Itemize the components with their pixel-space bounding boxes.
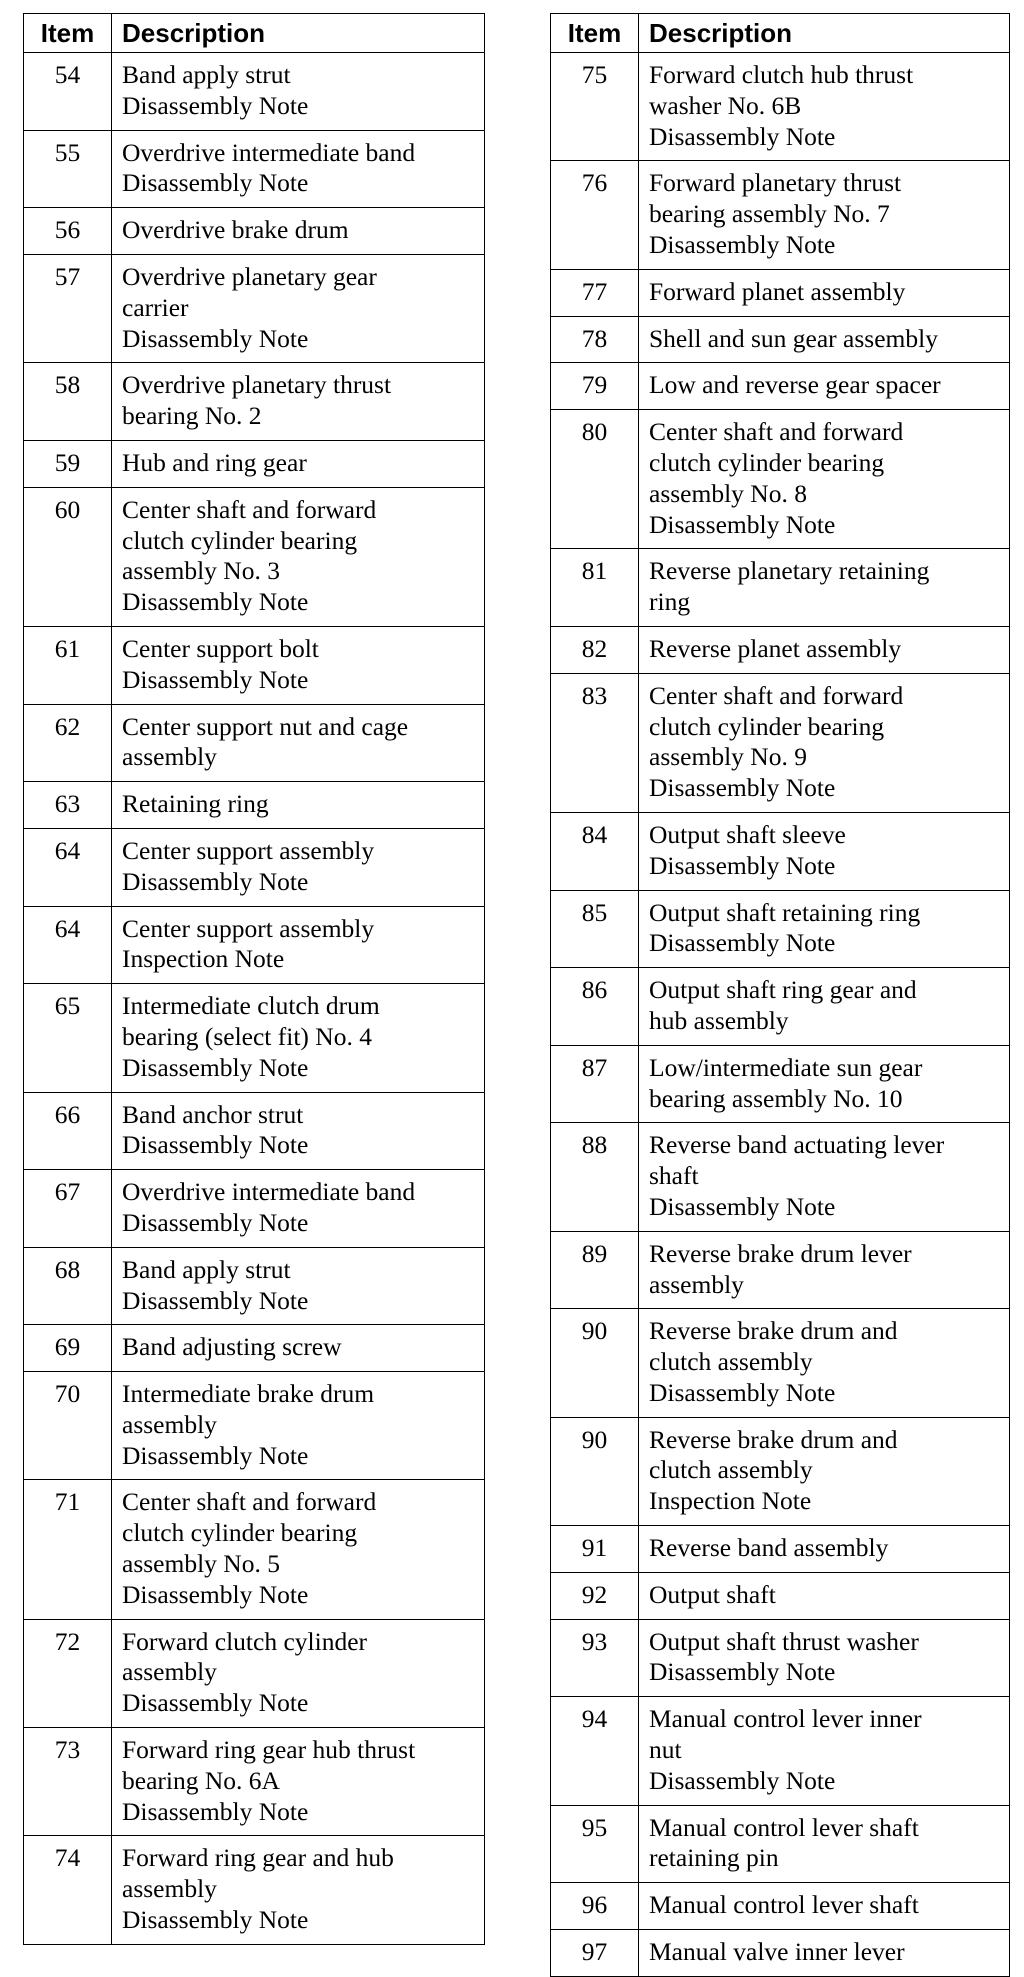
item-description [639,1572,1010,1619]
item-number: 70 [24,1372,112,1480]
description-line: Shell and sun gear assembly [649,323,938,353]
description-line: Forward ring gear hub thrust [122,1735,416,1765]
item-description [112,1325,485,1372]
description-line: Disassembly Note [649,773,836,803]
table-row [551,1123,1010,1231]
item-description [112,363,485,441]
item-description [639,1619,1010,1697]
item-number: 77 [551,269,639,316]
item-number: 81 [551,549,639,627]
item-description [639,1231,1010,1309]
item-description [112,828,485,906]
description-line: Disassembly Note [122,587,309,617]
item-description [639,53,1010,161]
description-line: Center support nut and cage [122,711,409,741]
table-row [24,130,485,208]
table-row [551,549,1010,627]
item-number: 87 [551,1045,639,1123]
parts-table-left [23,13,485,1945]
table-row [551,1309,1010,1417]
item-number: 56 [24,208,112,255]
item-description [639,812,1010,890]
item-description [112,1092,485,1170]
description-line: Output shaft retaining ring [649,897,921,927]
item-number: 68 [24,1247,112,1325]
table-row [551,53,1010,161]
description-line: Forward planetary thrust [649,168,902,198]
item-description [639,316,1010,363]
description-line: Center shaft and forward [649,417,904,447]
item-description [639,1045,1010,1123]
description-line: Disassembly Note [649,850,836,880]
description-line: Center support assembly [122,913,375,943]
table-row [551,1526,1010,1573]
table-row [24,782,485,829]
item-number: 82 [551,626,639,673]
table-row [24,208,485,255]
column-header-description: Description [112,14,485,53]
item-number: 57 [24,254,112,362]
description-line: Forward clutch hub thrust [649,60,914,89]
table-row [551,1805,1010,1883]
item-number: 95 [551,1805,639,1883]
description-line: ring [649,587,691,617]
item-number: 97 [551,1930,639,1977]
description-line: assembly [122,742,217,772]
item-number: 80 [551,410,639,549]
description-line: Band adjusting screw [122,1332,342,1362]
description-line: Forward clutch cylinder [122,1626,368,1656]
item-number: 59 [24,440,112,487]
item-description [112,906,485,984]
column-header-description: Description [639,14,1010,53]
column-header-item: Item [551,14,639,53]
description-line: carrier [122,292,189,322]
description-line: retaining pin [649,1843,779,1873]
table-row [551,1619,1010,1697]
item-description [639,1930,1010,1977]
table-row [551,968,1010,1046]
description-line: Inspection Note [649,1486,812,1516]
description-line: Disassembly Note [649,121,836,151]
item-number: 78 [551,316,639,363]
description-line: Disassembly Note [122,664,309,694]
description-line: Manual control lever inner [649,1704,922,1734]
item-description [112,1480,485,1619]
item-number: 92 [551,1572,639,1619]
description-line: Disassembly Note [122,90,309,120]
item-description [639,1417,1010,1525]
description-line: Center shaft and forward [122,494,377,524]
description-line: assembly [122,1409,217,1439]
description-line: Overdrive intermediate band [122,1177,416,1207]
header-row [551,14,1010,53]
item-description [112,984,485,1092]
column-header-item: Item [24,14,112,53]
item-number: 72 [24,1619,112,1727]
description-line: Forward ring gear and hub [122,1843,394,1873]
item-description [639,1526,1010,1573]
item-description [639,1805,1010,1883]
item-description [112,1836,485,1944]
description-line: assembly [122,1874,217,1904]
item-description [639,410,1010,549]
item-description [112,1619,485,1727]
description-line: Band apply strut [122,60,291,89]
item-number: 94 [551,1697,639,1805]
item-number: 66 [24,1092,112,1170]
item-description [639,890,1010,968]
description-line: shaft [649,1161,699,1191]
item-number: 75 [551,53,639,161]
table-row [24,626,485,704]
description-line: assembly No. 5 [122,1549,280,1579]
description-line: clutch cylinder bearing [649,447,885,477]
item-description [639,549,1010,627]
description-line: Disassembly Note [649,1765,836,1795]
description-line: Reverse brake drum and [649,1424,898,1454]
item-number: 89 [551,1231,639,1309]
item-number: 88 [551,1123,639,1231]
description-line: bearing assembly No. 7 [649,199,890,229]
item-description [112,782,485,829]
item-description [112,1372,485,1480]
description-line: assembly No. 3 [122,556,280,586]
description-line: Manual valve inner lever [649,1937,905,1967]
parts-table-right [550,13,1010,1977]
item-number: 84 [551,812,639,890]
description-line: Manual control lever shaft [649,1890,919,1920]
item-number: 93 [551,1619,639,1697]
item-number: 71 [24,1480,112,1619]
item-number: 67 [24,1170,112,1248]
item-number: 73 [24,1728,112,1836]
description-line: Output shaft sleeve [649,819,846,849]
description-line: Output shaft ring gear and [649,975,917,1005]
description-line: Disassembly Note [649,1377,836,1407]
table-row [24,1247,485,1325]
description-line: nut [649,1735,682,1765]
table-row [551,812,1010,890]
description-line: Disassembly Note [649,509,836,539]
table-row [551,316,1010,363]
item-number: 90 [551,1309,639,1417]
item-description [112,440,485,487]
item-description [639,968,1010,1046]
table-row [551,161,1010,269]
description-line: Reverse band assembly [649,1533,889,1563]
item-description [112,254,485,362]
item-description [112,130,485,208]
description-line: clutch cylinder bearing [122,525,358,555]
description-line: assembly No. 8 [649,478,807,508]
table-row [24,1619,485,1727]
table-row [551,626,1010,673]
description-line: Retaining ring [122,789,269,819]
item-description [112,1728,485,1836]
item-description [112,1247,485,1325]
item-description [639,1883,1010,1930]
description-line: Disassembly Note [122,1688,309,1718]
description-line: Disassembly Note [649,1191,836,1221]
description-line: Disassembly Note [122,1579,309,1609]
description-line: bearing No. 2 [122,401,262,431]
description-line: Band apply strut [122,1254,291,1284]
description-line: Low/intermediate sun gear [649,1052,923,1082]
item-description [639,1309,1010,1417]
description-line: Disassembly Note [122,323,309,353]
item-description [112,626,485,704]
description-line: Disassembly Note [122,1052,309,1082]
description-line: Disassembly Note [649,928,836,958]
description-line: Disassembly Note [122,1796,309,1826]
item-description [112,1170,485,1248]
item-number: 65 [24,984,112,1092]
description-line: bearing (select fit) No. 4 [122,1021,372,1051]
description-line: Reverse brake drum lever [649,1238,912,1268]
table-row [551,1697,1010,1805]
description-line: Disassembly Note [122,168,309,198]
item-number: 62 [24,704,112,782]
description-line: Intermediate brake drum [122,1379,375,1409]
table-row [24,906,485,984]
table-row [24,254,485,362]
item-number: 64 [24,828,112,906]
table-row [24,440,485,487]
description-line: Intermediate clutch drum [122,991,380,1021]
table-row [24,984,485,1092]
description-line: Center support assembly [122,835,375,865]
item-description [639,1697,1010,1805]
item-number: 90 [551,1417,639,1525]
item-description [639,673,1010,812]
table-row [24,363,485,441]
description-line: Disassembly Note [122,1130,309,1160]
description-line: Center support bolt [122,633,319,663]
item-description [112,704,485,782]
item-number: 69 [24,1325,112,1372]
description-line: Output shaft thrust washer [649,1626,919,1656]
description-line: Disassembly Note [649,1657,836,1687]
table-row [551,1572,1010,1619]
table-row [24,1092,485,1170]
description-line: assembly No. 9 [649,742,807,772]
header-row [24,14,485,53]
table-row [551,1231,1010,1309]
item-number: 96 [551,1883,639,1930]
item-description [112,487,485,626]
table-body-right [551,53,1010,1977]
item-number: 79 [551,363,639,410]
description-line: Reverse planet assembly [649,633,902,663]
table-row [551,269,1010,316]
item-description [639,626,1010,673]
item-number: 58 [24,363,112,441]
item-number: 76 [551,161,639,269]
table-row [551,363,1010,410]
table-row [551,1930,1010,1977]
item-number: 60 [24,487,112,626]
item-description [639,161,1010,269]
table-row [551,410,1010,549]
description-line: Disassembly Note [122,1285,309,1315]
item-number: 74 [24,1836,112,1944]
table-row [551,1417,1010,1525]
item-number: 83 [551,673,639,812]
table-row [551,890,1010,968]
description-line: washer No. 6B [649,90,802,120]
description-line: Overdrive planetary gear [122,261,377,291]
item-number: 86 [551,968,639,1046]
table-row [24,53,485,131]
item-number: 85 [551,890,639,968]
description-line: clutch cylinder bearing [649,711,885,741]
description-line: Hub and ring gear [122,447,307,477]
item-description [112,53,485,131]
description-line: Reverse band actuating lever [649,1130,945,1160]
table-row [551,1883,1010,1930]
table-row [24,704,485,782]
description-line: Overdrive planetary thrust [122,370,392,400]
table-row [551,1045,1010,1123]
description-line: Output shaft [649,1579,776,1609]
description-line: Reverse planetary retaining [649,556,930,586]
item-description [639,363,1010,410]
description-line: clutch cylinder bearing [122,1518,358,1548]
description-line: hub assembly [649,1005,789,1035]
table-row [24,1170,485,1248]
table-row [24,828,485,906]
description-line: Forward planet assembly [649,276,906,306]
item-number: 91 [551,1526,639,1573]
table-body-left [24,53,485,1945]
description-line: Manual control lever shaft [649,1812,919,1842]
table-row [24,1728,485,1836]
table-row [24,1836,485,1944]
table-row [24,1480,485,1619]
table-row [24,1372,485,1480]
item-number: 63 [24,782,112,829]
description-line: clutch assembly [649,1347,813,1377]
description-line: bearing No. 6A [122,1765,280,1795]
description-line: Disassembly Note [122,866,309,896]
description-line: Low and reverse gear spacer [649,370,941,400]
description-line: Disassembly Note [122,1905,309,1935]
item-number: 55 [24,130,112,208]
item-number: 64 [24,906,112,984]
description-line: Overdrive intermediate band [122,137,416,167]
item-description [639,1123,1010,1231]
description-line: Overdrive brake drum [122,215,349,245]
item-number: 54 [24,53,112,131]
description-line: clutch assembly [649,1455,813,1485]
description-line: Disassembly Note [122,1440,309,1470]
table-row [24,1325,485,1372]
item-number: 61 [24,626,112,704]
description-line: Center shaft and forward [649,680,904,710]
description-line: Band anchor strut [122,1099,304,1129]
description-line: bearing assembly No. 10 [649,1083,903,1113]
description-line: assembly [649,1269,744,1299]
description-line: Inspection Note [122,944,285,974]
description-line: Disassembly Note [649,229,836,259]
item-description [639,269,1010,316]
description-line: Disassembly Note [122,1207,309,1237]
table-row [24,487,485,626]
description-line: Reverse brake drum and [649,1316,898,1346]
item-description [112,208,485,255]
table-row [551,673,1010,812]
description-line: assembly [122,1657,217,1687]
description-line: Center shaft and forward [122,1487,377,1517]
